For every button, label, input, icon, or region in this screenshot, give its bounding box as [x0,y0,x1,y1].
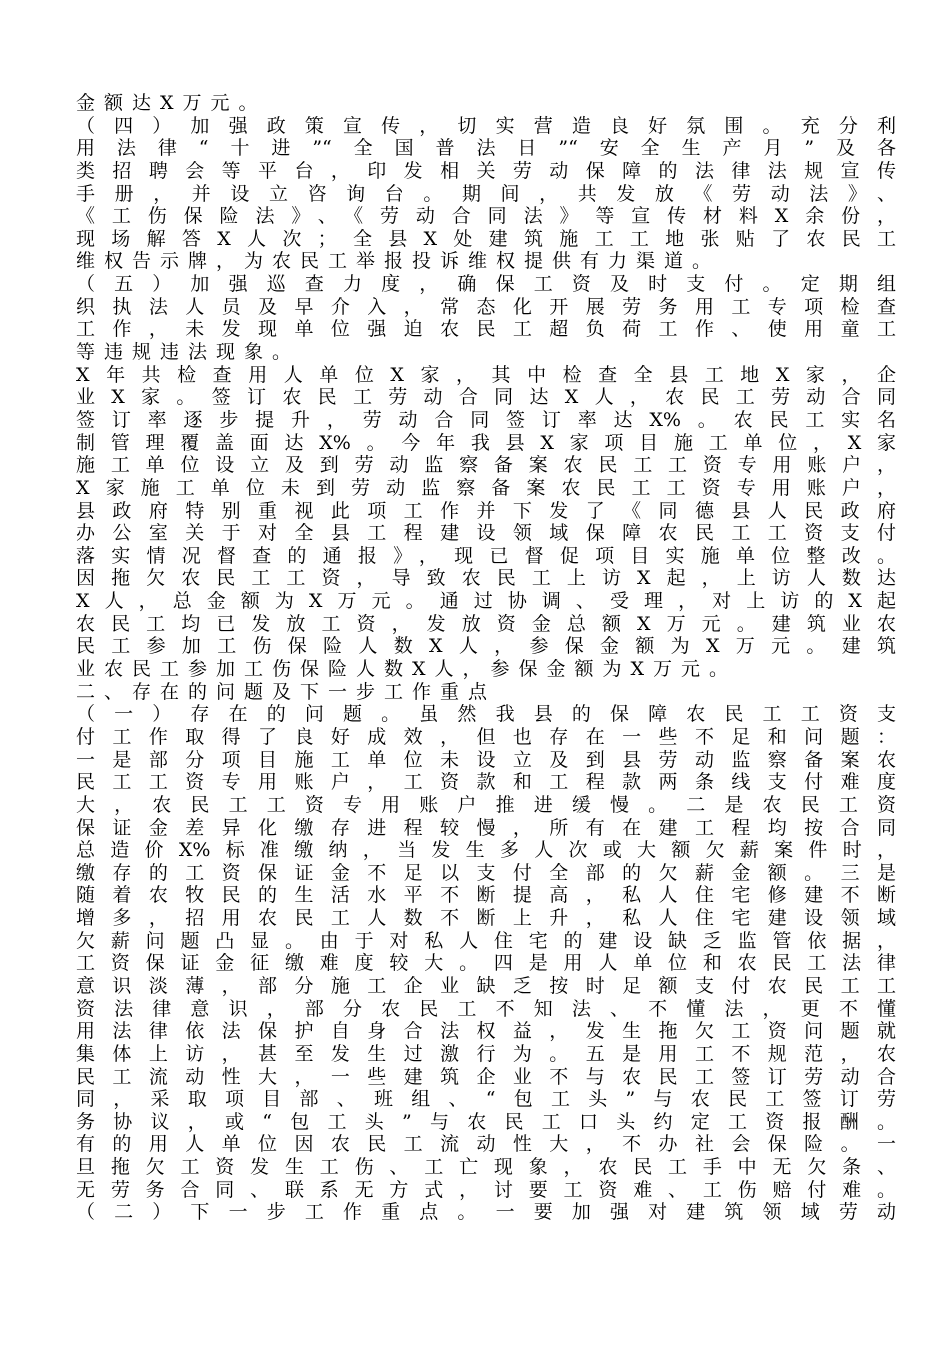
text-line: 缴存的工资保证金不足以支付全部的欠薪金额。三是 [76,861,896,884]
text-line: （一）存在的问题。虽然我县的保障农民工工资支 [76,703,896,726]
text-line: 民工工资专用账户，工资款和工程款两条线支付难度 [76,771,896,794]
document-body [76,92,896,1224]
text-line: 务协议，或“包工头”与农民工口头约定工资报酬。 [76,1110,896,1133]
text-line: 因拖欠农民工工资，导致农民工上访X起，上访人数达 [76,567,896,590]
text-line: 有的用人单位因农民工流动性大，不办社会保险。一 [76,1133,896,1156]
text-line: 同，采取项目部、班组、“包工头”与农民工签订劳 [76,1088,896,1111]
text-line: 随着农牧民的生活水平不断提高，私人住宅修建不断 [76,884,896,907]
text-line: 无劳务合同、联系无方式，讨要工资难、工伤赔付难。 [76,1178,896,1201]
text-line: 意识淡薄，部分施工企业缺乏按时足额支付农民工工 [76,974,896,997]
text-line: 织执法人员及早介入，常态化开展劳务用工专项检查 [76,295,896,318]
text-line: 农民工均已发放工资，发放资金总额X万元。建筑业农 [76,612,896,635]
text-line: 施工单位设立及到劳动监察备案农民工工资专用账户， [76,454,896,477]
text-line: 落实情况督查的通报》，现已督促项目实施单位整改。 [76,544,896,567]
text-line: 一是部分项目施工单位未设立及到县劳动监察备案农 [76,748,896,771]
text-line: 手册，并设立咨询台。期间，共发放《劳动法》、 [76,182,896,205]
text-line: 二、存在的问题及下一步工作重点 [76,680,497,703]
text-line: 等违规违法现象。 [76,341,301,364]
text-line: 业农民工参加工伤保险人数X人，参保金额为X万元。 [76,658,738,681]
text-line: X人，总金额为X万元。通过协调、受理，对上访的X起 [76,590,896,613]
text-line: （二）下一步工作重点。一要加强对建筑领域劳动 [76,1201,896,1224]
text-line: （四）加强政策宣传，切实营造良好氛围。充分利 [76,114,896,137]
text-line: 金额达X万元。 [76,92,267,114]
text-line: 总造价X%标准缴纳，当发生多人次或大额欠薪案件时， [76,839,896,862]
text-line: 工作，未发现单位强迫农民工超负荷工作、使用童工 [76,318,896,341]
text-line: 集体上访，甚至发生过激行为。五是用工不规范，农 [76,1042,896,1065]
text-line: 付工作取得了良好成效，但也存在一些不足和问题： [76,725,896,748]
text-line: 维权告示牌，为农民工举报投诉维权提供有力渠道。 [76,250,721,273]
text-line: 制管理覆盖面达X%。今年我县X家项目施工单位，X家 [76,431,896,454]
text-line: （五）加强巡查力度，确保工资及时支付。定期组 [76,273,896,296]
text-line: 增多，招用农民工人数不断上升，私人住宅建设领域 [76,907,896,930]
text-line: X家施工单位未到劳动监察备案农民工工资专用账户， [76,476,896,499]
text-line: 县政府特别重视此项工作并下发了《同德县人民政府 [76,499,896,522]
text-line: 资法律意识，部分农民工不知法、不懂法，更不懂 [76,997,896,1020]
text-line: 旦拖欠工资发生工伤、工亡现象，农民工手中无欠条、 [76,1156,896,1179]
text-line: 大，农民工工资专用账户推进缓慢。二是农民工资 [76,793,896,816]
text-line: 《工伤保险法》、《劳动合同法》等宣传材料X余份， [76,205,896,228]
text-line: 民工参加工伤保险人数X人，参保金额为X万元。建筑 [76,635,896,658]
text-line: 业X家。签订农民工劳动合同达X人，农民工劳动合同 [76,386,896,409]
text-line: 欠薪问题凸显。由于对私人住宅的建设缺乏监管依据， [76,929,896,952]
text-line: 用法律依法保护自身合法权益，发生拖欠工资问题就 [76,1020,896,1043]
text-line: 办公室关于对全县工程建设领域保障农民工工资支付 [76,522,896,545]
text-line: 现场解答X人次；全县X处建筑施工工地张贴了农民工 [76,227,896,250]
text-line: X年共检查用人单位X家，其中检查全县工地X家，企 [76,363,896,386]
text-line: 保证金差异化缴存进程较慢，所有在建工程均按合同 [76,816,896,839]
text-line: 用法律“十进”“全国普法日”“安全生产月”及各 [76,137,896,160]
text-line: 签订率逐步提升，劳动合同签订率达X%。农民工实名 [76,408,896,431]
text-line: 类招聘会等平台，印发相关劳动保障的法律法规宣传 [76,159,896,182]
text-line: 工资保证金征缴难度较大。四是用人单位和农民工法律 [76,952,896,975]
text-line: 民工流动性大，一些建筑企业不与农民工签订劳动合 [76,1065,896,1088]
